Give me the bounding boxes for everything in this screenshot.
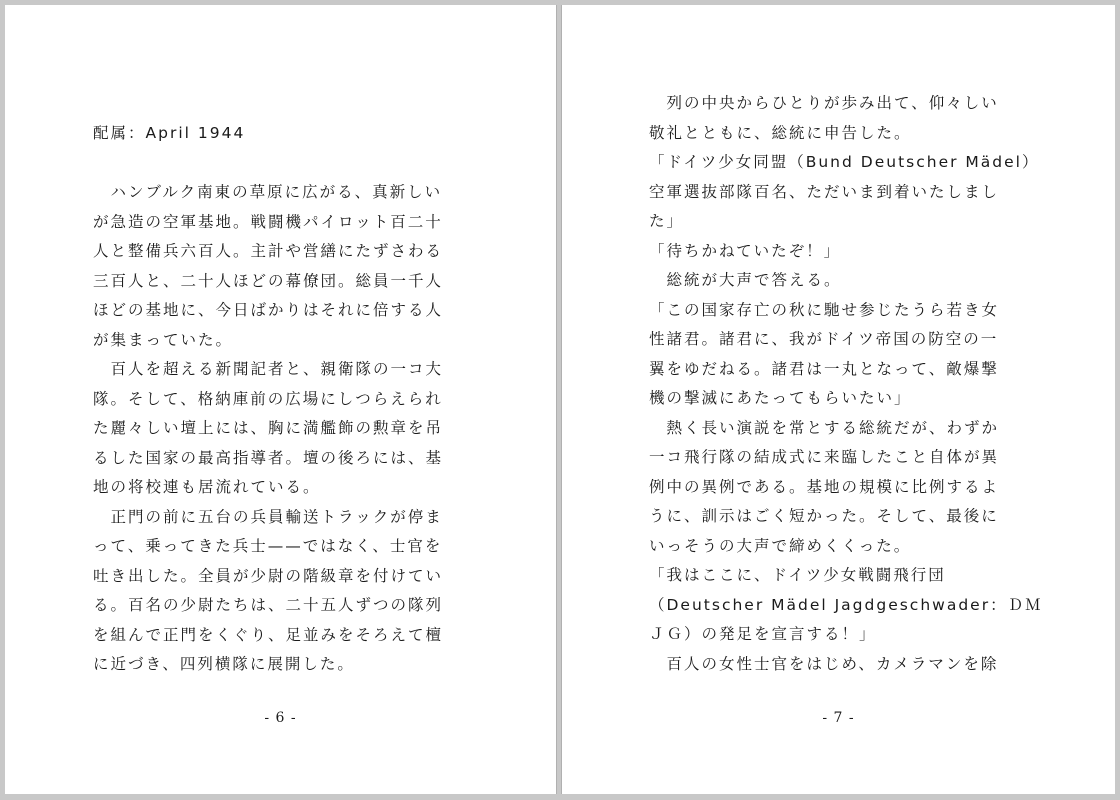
text-line: 百人の女性士官をはじめ、カメラマンを除 [649,654,999,673]
text-line: る。百名の少尉たちは、二十五人ずつの隊列 [93,596,444,614]
text-line: 三百人と、二十人ほどの幕僚団。総員一千人 [93,271,444,290]
text-line: 列の中央からひとりが歩み出て、仰々しい [649,94,999,112]
text-line: 「ドイツ少女同盟（Bund Deutscher Mädel） [649,153,1040,171]
text-line: 隊。そして、格納庫前の広場にしつらえられ [93,389,443,408]
text-line: 「待ちかねていたぞ！」 [649,241,842,260]
text-line: を組んで正門をくぐり、足並みをそろえて檀 [93,625,444,644]
text-line: るした国家の最高指導者。壇の後ろには、基 [93,448,444,467]
text-line: 翼をゆだねる。諸君は一丸となって、敵爆撃 [649,359,999,378]
text-line: 配属：April 1944 [93,124,246,142]
left-page-text [93,119,493,680]
text-line: うに、訓示はごく短かった。そして、最後に [649,507,999,525]
left-page [5,5,557,794]
right-page [561,5,1115,794]
text-line: 地の将校連も居流れている。 [93,478,321,496]
text-line: 人と整備兵六百人。主計や営繕にたずさわる [93,242,444,260]
text-line: 吐き出した。全員が少尉の階級章を付けてい [93,566,444,585]
text-line: た麗々しい壇上には、胸に満艦飾の勲章を吊 [93,419,444,437]
text-line: 百人を超える新聞記者と、親衛隊の一コ大 [93,360,444,378]
text-line: 正門の前に五台の兵員輸送トラックが停ま [93,507,443,526]
text-line: ＪＧ）の発足を宣言する！」 [649,625,877,643]
text-line: 空軍選抜部隊百名、ただいま到着いたしまし [649,182,1000,201]
text-line: 機の撃滅にあたってもらいたい」 [649,389,912,407]
text-line: ハンブルク南東の草原に広がる、真新しい [93,183,443,201]
text-line: 熱く長い演説を常とする総統だが、わずか [649,418,1000,437]
right-page-text [649,89,1049,679]
text-line: 「この国家存亡の秋に馳せ参じたうら若き女 [649,300,1000,319]
text-line: いっそうの大声で締めくくった。 [649,536,912,555]
text-line: 総統が大声で答える。 [649,271,842,289]
text-line: 性諸君。諸君に、我がドイツ帝国の防空の一 [649,330,999,348]
text-line: 例中の異例である。基地の規模に比例するよ [649,477,1000,496]
text-line: ほどの基地に、今日ばかりはそれに倍する人 [93,301,444,319]
text-line: が急造の空軍基地。戦闘機パイロット百二十 [93,212,443,231]
page-number: - 7 - [822,710,855,726]
text-line: に近づき、四列横隊に展開した。 [93,655,355,673]
text-line: 敬礼とともに、総統に申告した。 [649,123,912,142]
text-line: 一コ飛行隊の結成式に来臨したこと自体が異 [649,448,1000,466]
text-line: って、乗ってきた兵士——ではなく、士官を [93,537,443,555]
page-number: - 6 - [264,710,297,726]
text-line: た」 [649,212,685,230]
text-line: （Deutscher Mädel Jagdgeschwader：ＤＭ [649,595,1043,614]
text-line: が集まっていた。 [93,330,234,349]
text-line: 「我はここに、ドイツ少女戦闘飛行団 [649,566,946,584]
blank-line [93,149,493,179]
